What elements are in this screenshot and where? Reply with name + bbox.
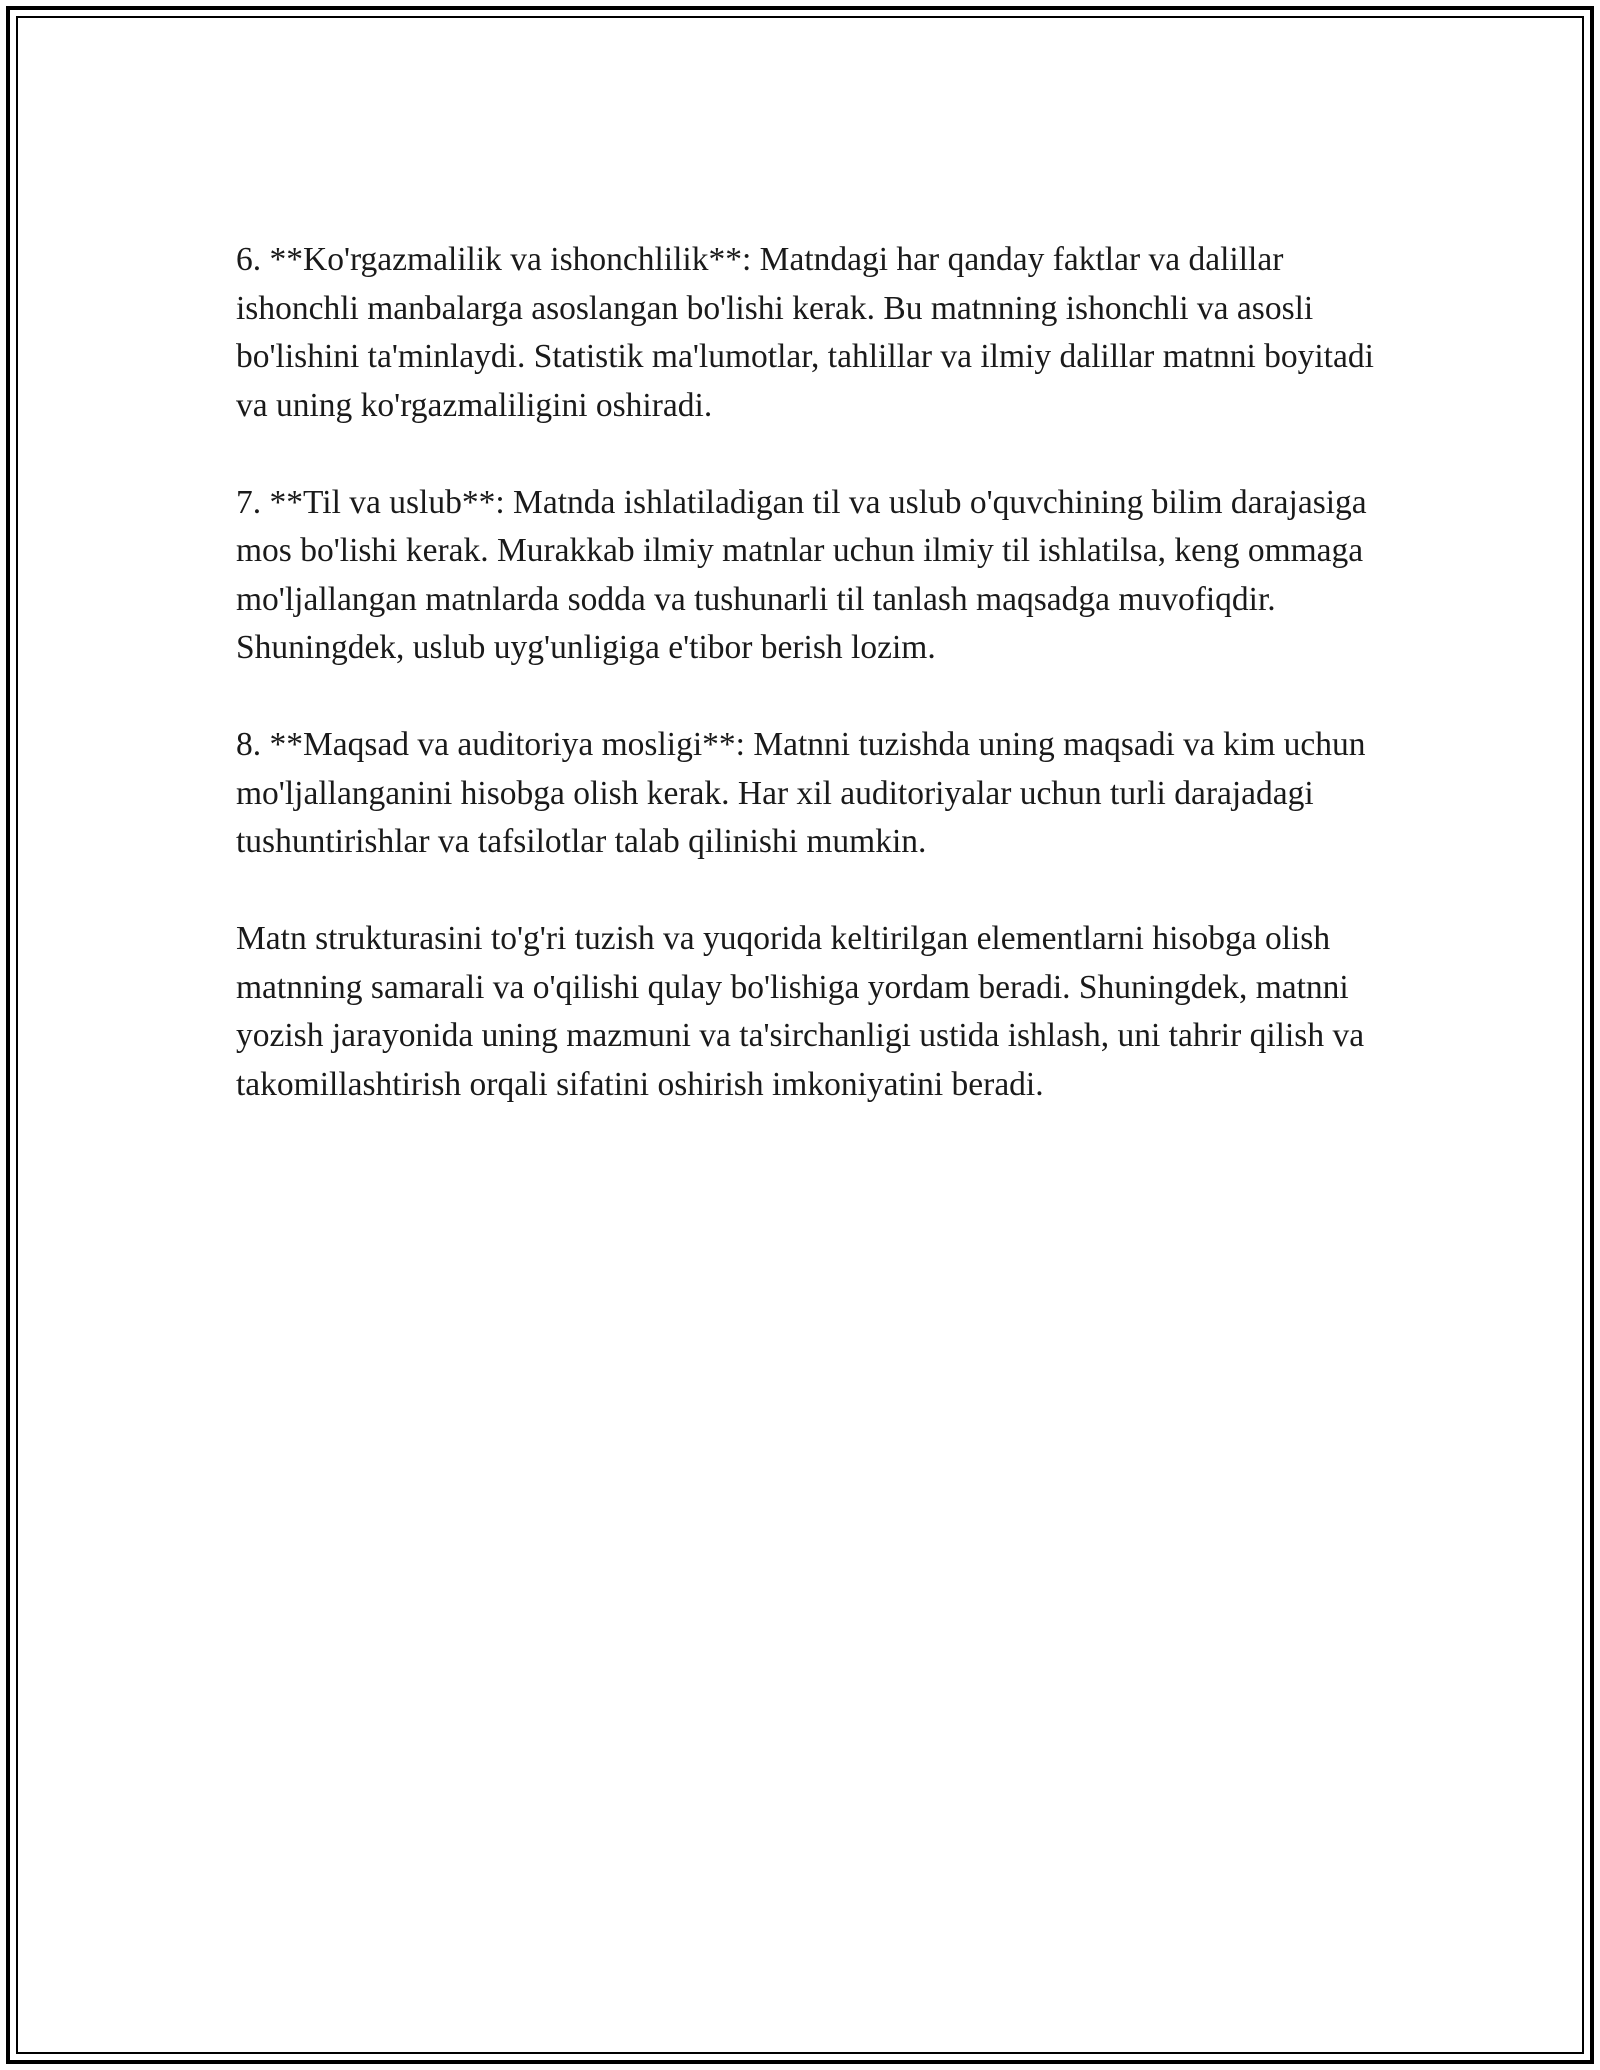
paragraph-language-style: 7. **Til va uslub**: Matnda ishlatiladigan til va uslub o'quvchining bilim darajasiga mos bo'lishi kerak. Murakkab ilmiy matnlar uchun ilmiy til ishlatilsa, keng ommaga mo'ljallangan matnlarda sodda va tushunarli til tanlash maqsadga muvofiqdir. Shuningdek, uslub uyg'unligiga e'tibor berish lozim.: [236, 483, 1367, 666]
paragraph-credibility: 6. **Ko'rgazmalilik va ishonchlilik**: Matndagi har qanday faktlar va dalillar ishonchli manbalarga asoslangan bo'lishi kerak. Bu matnning ishonchli va asosli bo'lishini ta'minlaydi. Statistik ma'lumotlar, tahlillar va ilmiy dalillar matnni boyitadi va uning ko'rgazmaliligini oshiradi.: [236, 241, 1374, 424]
paragraph-purpose-audience: 8. **Maqsad va auditoriya mosligi**: Matnni tuzishda uning maqsadi va kim uchun mo'ljallanganini hisobga olish kerak. Har xil auditoriyalar uchun turli darajadagi tushuntirishlar va tafsilotlar talab qilinishi mumkin.: [236, 726, 1366, 860]
document-body: [236, 236, 1376, 1158]
paragraph-conclusion: Matn strukturasini to'g'ri tuzish va yuqorida keltirilgan elementlarni hisobga olish matnning samarali va o'qilishi qulay bo'lishiga yordam beradi. Shuningdek, matnni yozish jarayonida uning mazmuni va ta'sirchanligi ustida ishlash, uni tahrir qilish va takomillashtirish orqali sifatini oshirish imkoniyatini beradi.: [236, 920, 1365, 1103]
